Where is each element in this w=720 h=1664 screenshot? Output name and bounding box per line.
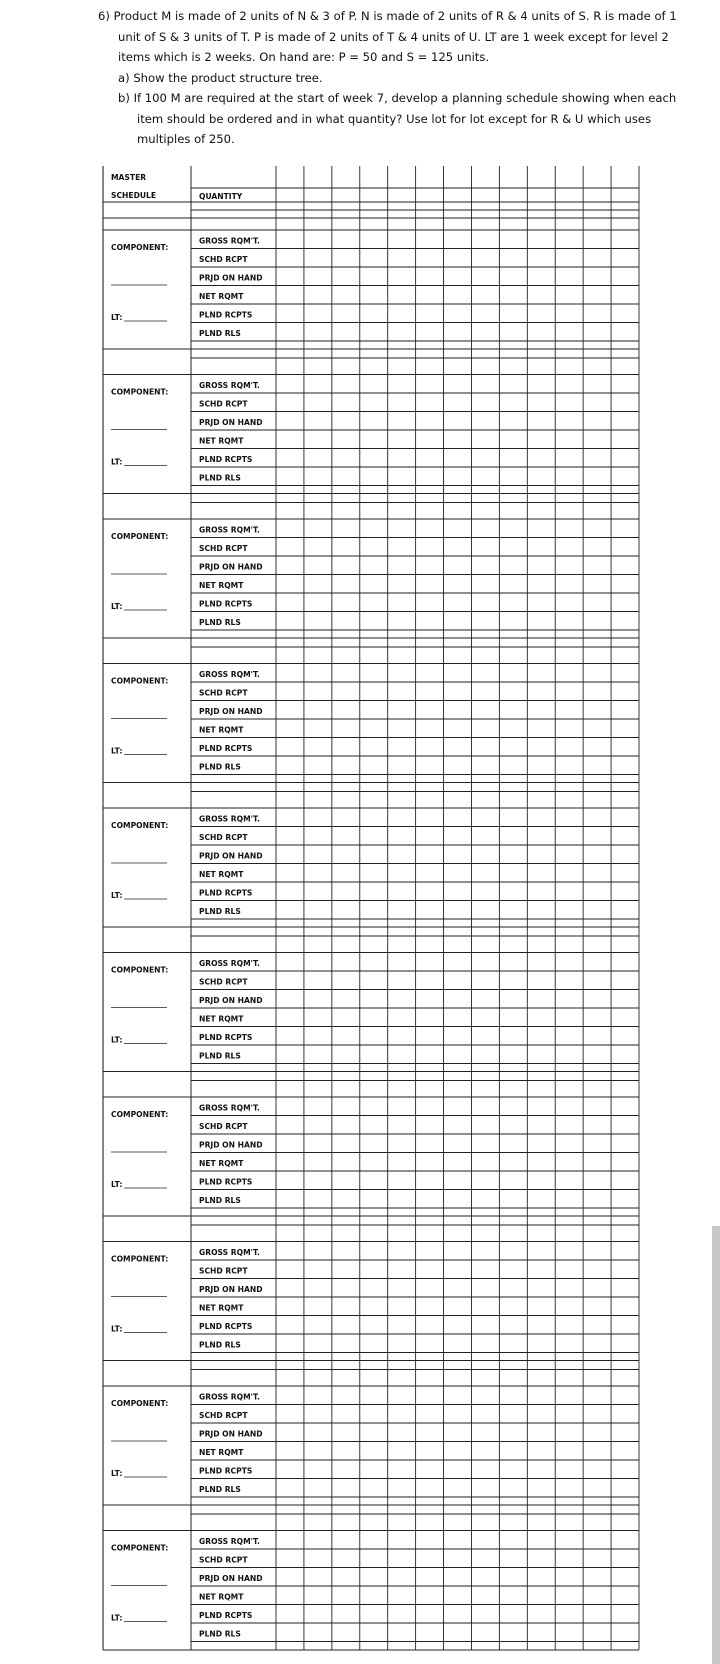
component-label: COMPONENT:: [111, 676, 169, 686]
mrp-row-label: NET RQMT: [199, 1303, 244, 1313]
mrp-row-label: PRJD ON HAND: [199, 1429, 263, 1439]
mrp-row-label: PLND RLS: [199, 1485, 241, 1494]
lead-time-label: LT:: [111, 602, 123, 611]
lead-time-label: LT:: [111, 746, 123, 756]
mrp-row-label: GROSS RQM'T.: [199, 236, 260, 246]
master-schedule-label: SCHEDULE: [111, 191, 157, 200]
mrp-row-label: PLND RLS: [199, 473, 241, 483]
component-label: COMPONENT:: [111, 532, 169, 541]
mrp-row-label: SCHD RCPT: [199, 688, 248, 698]
lead-time-label: LT:: [111, 1324, 123, 1334]
component-label: COMPONENT:: [111, 1110, 169, 1119]
mrp-row-label: SCHD RCPT: [199, 1266, 248, 1276]
mrp-row-label: SCHD RCPT: [199, 1122, 248, 1131]
mrp-row-label: PLND RCPTS: [199, 1177, 253, 1187]
mrp-row-label: SCHD RCPT: [199, 1411, 248, 1420]
mrp-row-label: PLND RLS: [199, 1340, 241, 1350]
mrp-row-label: NET RQMT: [199, 1592, 244, 1602]
mrp-row-label: PRJD ON HAND: [199, 562, 263, 572]
mrp-row-label: PLND RLS: [199, 1629, 241, 1639]
lead-time-label: LT:: [111, 1613, 123, 1623]
mrp-row-label: GROSS RQM'T.: [199, 1537, 260, 1546]
mrp-row-label: PLND RCPTS: [199, 1033, 253, 1042]
mrp-row-label: GROSS RQM'T.: [199, 670, 260, 679]
lead-time-label: LT:: [111, 457, 123, 467]
mrp-row-label: PLND RLS: [199, 329, 241, 338]
mrp-row-label: GROSS RQM'T.: [199, 1103, 260, 1113]
mrp-row-label: PRJD ON HAND: [199, 418, 263, 427]
mrp-row-label: PLND RCPTS: [199, 455, 253, 464]
mrp-row-label: SCHD RCPT: [199, 833, 248, 842]
mrp-row-label: PLND RLS: [199, 907, 241, 916]
component-label: COMPONENT:: [111, 821, 169, 830]
mrp-row-label: PLND RLS: [199, 618, 241, 627]
component-label: COMPONENT:: [111, 1399, 169, 1408]
component-label: COMPONENT:: [111, 965, 169, 975]
problem-line: 6) Product M is made of 2 units of N & 3 of P. N is made of 2 units of R & 4 units of S. R is made of 1: [98, 9, 677, 23]
mrp-row-label: GROSS RQM'T.: [199, 525, 260, 535]
mrp-row-label: PLND RLS: [199, 1196, 241, 1205]
mrp-row-label: PRJD ON HAND: [199, 273, 263, 283]
mrp-row-label: NET RQMT: [199, 292, 244, 301]
part-a-line: a) Show the product structure tree.: [118, 70, 323, 85]
lead-time-label: LT:: [111, 313, 123, 322]
mrp-row-label: PRJD ON HAND: [199, 1285, 263, 1294]
mrp-row-label: SCHD RCPT: [199, 977, 248, 987]
mrp-row-label: SCHD RCPT: [199, 399, 248, 409]
mrp-row-label: PRJD ON HAND: [199, 1574, 263, 1583]
component-label: COMPONENT:: [111, 387, 169, 397]
mrp-row-label: GROSS RQM'T.: [199, 1248, 260, 1257]
mrp-row-label: PLND RCPTS: [199, 1611, 253, 1620]
mrp-row-label: PLND RLS: [199, 762, 241, 772]
mrp-row-label: SCHD RCPT: [199, 1555, 248, 1565]
mrp-row-label: GROSS RQM'T.: [199, 959, 260, 968]
part-b-line: item should be ordered and in what quantity? Use lot for lot except for R & U which uses: [137, 111, 652, 126]
lead-time-label: LT:: [111, 1180, 123, 1189]
mrp-row-label: GROSS RQM'T.: [199, 814, 260, 824]
lead-time-label: LT:: [111, 891, 123, 900]
mrp-row-label: PLND RCPTS: [199, 888, 253, 898]
mrp-row-label: PLND RCPTS: [199, 599, 253, 609]
mrp-row-label: PLND RCPTS: [199, 310, 253, 320]
mrp-row-label: PLND RCPTS: [199, 1322, 253, 1331]
problem-line: items which is 2 weeks. On hand are: P = 50 and S = 125 units.: [118, 50, 490, 64]
mrp-row-label: PRJD ON HAND: [199, 707, 263, 716]
mrp-row-label: GROSS RQM'T.: [199, 1392, 260, 1402]
mrp-row-label: PLND RCPTS: [199, 744, 253, 753]
mrp-row-label: PLND RLS: [199, 1051, 241, 1061]
mrp-row-label: NET RQMT: [199, 436, 244, 446]
lead-time-label: LT:: [111, 1469, 123, 1478]
mrp-row-label: GROSS RQM'T.: [199, 381, 260, 390]
mrp-row-label: NET RQMT: [199, 1159, 244, 1168]
mrp-row-label: SCHD RCPT: [199, 544, 248, 553]
mrp-row-label: NET RQMT: [199, 1014, 244, 1024]
component-label: COMPONENT:: [111, 1543, 169, 1553]
component-label: COMPONENT:: [111, 1254, 169, 1264]
component-label: COMPONENT:: [111, 243, 169, 252]
quantity-label: QUANTITY: [199, 192, 243, 201]
scrollbar[interactable]: [712, 1226, 720, 1664]
mrp-row-label: NET RQMT: [199, 1448, 244, 1457]
problem-line: unit of S & 3 units of T. P is made of 2 units of T & 4 units of U. LT are 1 week except for level 2: [118, 29, 669, 44]
mrp-row-label: SCHD RCPT: [199, 255, 248, 264]
mrp-row-label: PRJD ON HAND: [199, 1140, 263, 1150]
lead-time-label: LT:: [111, 1035, 123, 1045]
mrp-row-label: PRJD ON HAND: [199, 851, 263, 861]
part-b-line: multiples of 250.: [137, 132, 235, 146]
mrp-row-label: NET RQMT: [199, 870, 244, 879]
mrp-row-label: PLND RCPTS: [199, 1466, 253, 1476]
master-schedule-label: MASTER: [111, 173, 147, 182]
mrp-row-label: NET RQMT: [199, 725, 244, 735]
part-b-line: b) If 100 M are required at the start of week 7, develop a planning schedule showing when each: [118, 91, 677, 105]
mrp-row-label: PRJD ON HAND: [199, 996, 263, 1005]
mrp-row-label: NET RQMT: [199, 581, 244, 590]
